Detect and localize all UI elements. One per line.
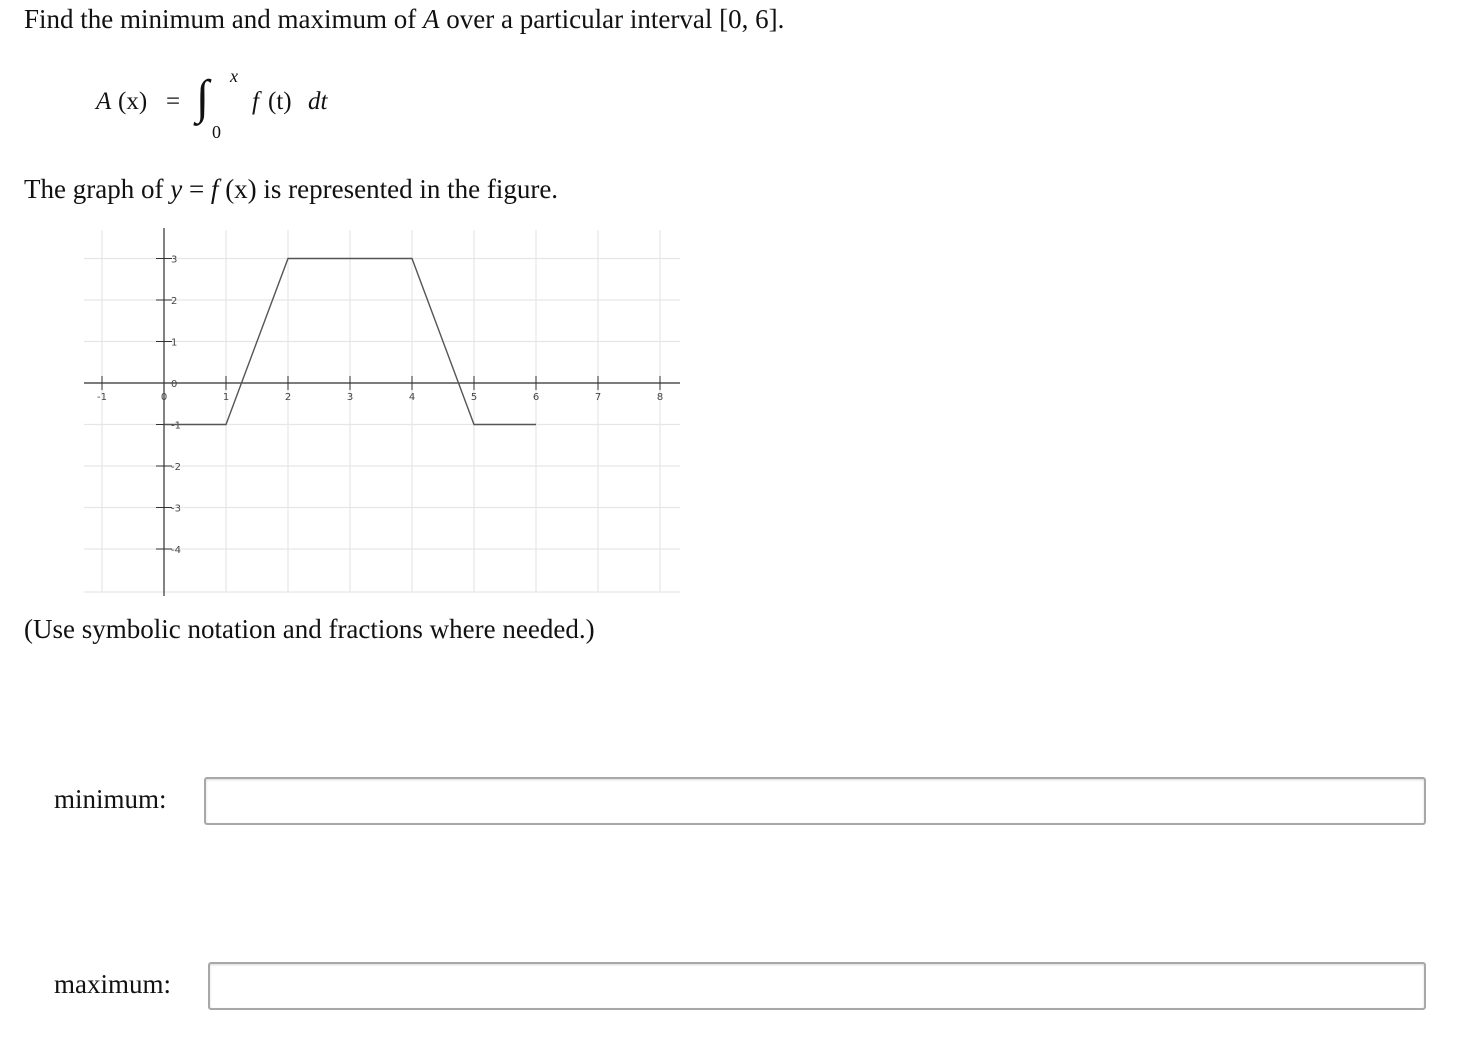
x-tick-label: 7: [594, 392, 602, 403]
x-tick-label: 1: [222, 392, 230, 403]
y-tick-label: -2: [171, 462, 181, 473]
question-text: [24, 4, 784, 35]
function-graph: [84, 228, 680, 596]
graph-suffix: is represented in the figure.: [256, 174, 559, 204]
y-tick-label: -4: [171, 545, 181, 556]
integral-sign: ∫: [196, 71, 210, 124]
graph-arg: (x): [218, 174, 257, 204]
y-tick-label: -1: [171, 420, 181, 432]
question-var: A: [422, 4, 440, 34]
x-tick-label: 3: [346, 392, 354, 403]
formula-integrand-arg: (t): [268, 88, 292, 115]
question-interval: [0, 6].: [719, 4, 785, 34]
graph-sentence: [24, 174, 558, 205]
y-tick-label: 1: [171, 337, 178, 349]
y-tick-label: 2: [171, 296, 178, 307]
x-tick-label: 8: [656, 392, 664, 403]
x-tick-label: -1: [97, 392, 107, 403]
question-intro: Find the minimum and maximum of: [24, 4, 423, 34]
formula-lhs-func: A: [96, 88, 112, 115]
graph-y: y: [170, 174, 183, 204]
question-mid: over a particular interval: [439, 4, 720, 34]
formula-upper-limit: x: [230, 66, 238, 86]
x-tick-label: 2: [284, 392, 292, 403]
x-tick-label: 6: [532, 392, 540, 403]
graph-f: f: [210, 174, 219, 204]
x-tick-label: 4: [408, 392, 416, 403]
instruction-note: (Use symbolic notation and fractions where needed.): [24, 614, 595, 644]
graph-prefix: The graph of: [24, 174, 171, 204]
minimum-label: minimum:: [54, 784, 167, 814]
y-tick-label: 3: [171, 254, 178, 266]
minimum-input[interactable]: [204, 777, 1426, 825]
formula-equals: =: [166, 88, 181, 115]
y-tick-label: -3: [171, 503, 181, 515]
y-tick-label: 0: [171, 379, 178, 390]
maximum-label: maximum:: [54, 969, 171, 999]
integral-formula: [96, 66, 416, 146]
graph-eq: =: [182, 174, 211, 204]
formula-integrand-f: f: [252, 88, 259, 115]
x-tick-label: 0: [160, 392, 168, 403]
formula-differential: dt: [308, 88, 328, 115]
x-tick-label: 5: [470, 392, 478, 403]
formula-lower-limit: 0: [212, 122, 221, 142]
maximum-input[interactable]: [208, 962, 1426, 1010]
formula-lhs-arg: (x): [118, 88, 148, 115]
